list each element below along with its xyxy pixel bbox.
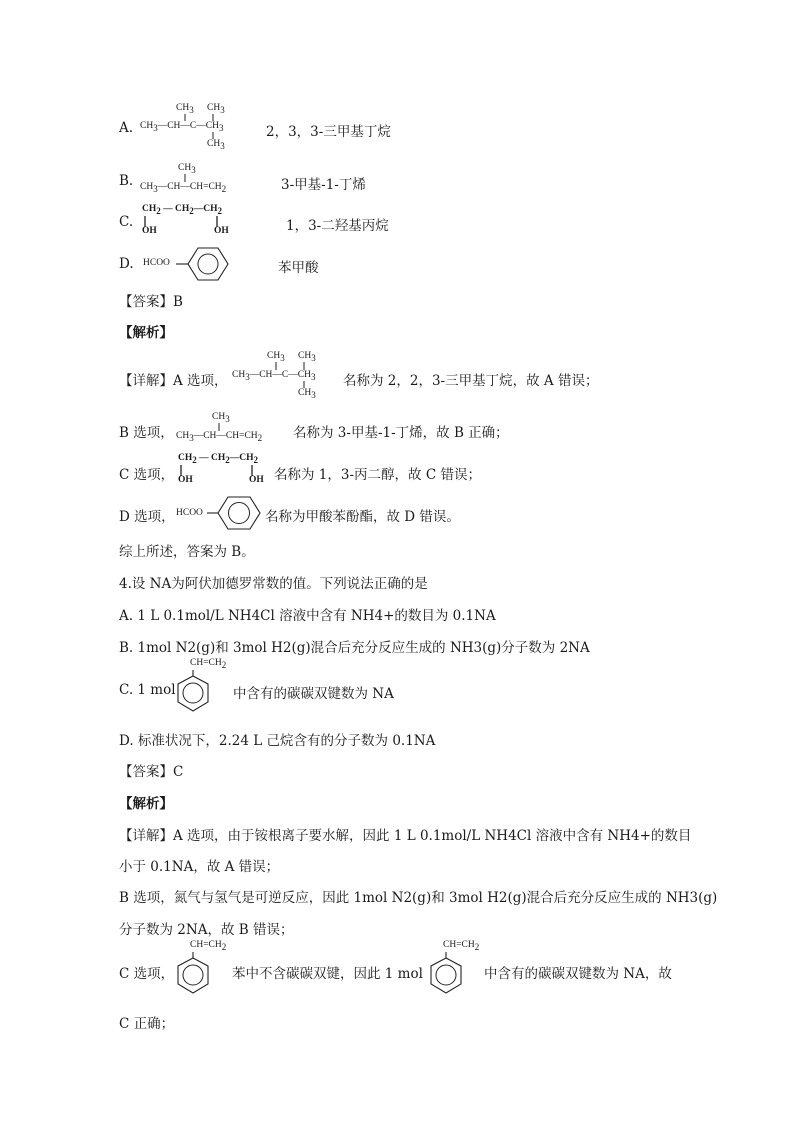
option-c-letter: C.	[119, 214, 134, 230]
detail-c-prefix: C 选项，	[119, 467, 175, 483]
question-4-stem: 4.设 NA为阿伏加德罗常数的值。下列说法正确的是	[119, 576, 428, 592]
oh-label: OH	[178, 475, 193, 485]
q4-detail-c-mid: 苯中不含碳碳双键，因此 1 mol	[232, 966, 423, 982]
structure-text: $CH_2$ — $CH_2—CH_2$	[178, 453, 258, 465]
option-c-name: 1，3-二羟基丙烷	[286, 218, 389, 234]
q4-option-c-suffix: 中含有的碳碳双键数为 NA	[233, 686, 394, 702]
answer-line: 【答案】B	[119, 294, 183, 310]
ch3-label: $CH_3$	[298, 388, 316, 400]
q4-detail-c-line2: C 正确；	[119, 1016, 175, 1032]
q4-detail-b-line2: 分子数为 2NA，故 B 错误；	[119, 922, 294, 938]
q4-option-a: A. 1 L 0.1mol/L NH4Cl 溶液中含有 NH4+的数目为 0.1NA	[119, 608, 496, 624]
summary-line: 综上所述，答案为 B。	[119, 544, 255, 560]
ch3-label: $CH_3$	[298, 351, 316, 363]
q4-detail-c-prefix: C 选项，	[119, 966, 175, 982]
ch3-label: $CH_3$	[207, 103, 225, 115]
option-d-letter: D.	[119, 256, 134, 272]
detail-b-suffix: 名称为 3-甲基-1-丁烯，故 B 正确；	[293, 425, 509, 441]
structure-text: $CH_3—CH—CH=CH_2$	[140, 182, 227, 194]
q4-detail-b-line1: B 选项，氮气与氢气是可逆反应，因此 1mol N2(g)和 3mol H2(g)混合后充分反应生成的 NH3(g)	[119, 890, 718, 906]
oh-label: OH	[142, 226, 157, 236]
structure-text: $CH_3—CH—C—CH_3$	[140, 121, 224, 133]
ch3-label: $CH_3$	[176, 103, 194, 115]
oh-label: OH	[214, 226, 229, 236]
q4-analysis-label: 【解析】	[119, 796, 173, 812]
detail-d-prefix: D 选项，	[119, 509, 175, 525]
analysis-label: 【解析】	[119, 325, 173, 341]
structure-text: $CH_3—CH—C—CH_3$	[232, 370, 316, 382]
hcoo-label: HCOO	[143, 258, 170, 268]
ch3-label: $CH_3$	[267, 351, 285, 363]
q4-detail-a-line2: 小于 0.1NA，故 A 错误；	[119, 859, 280, 875]
detail-a-suffix: 名称为 2，2，3-三甲基丁烷，故 A 错误；	[343, 373, 599, 389]
benzene-ring-icon	[0, 0, 1, 1]
q4-option-b: B. 1mol N2(g)和 3mol H2(g)混合后充分反应生成的 NH3(g)分子数为 2NA	[119, 640, 590, 656]
q4-answer-line: 【答案】C	[119, 764, 184, 780]
detail-c-suffix: 名称为 1，3-丙二醇，故 C 错误；	[274, 467, 481, 483]
q4-detail-a-line1: 【详解】A 选项，由于铵根离子要水解，因此 1 L 0.1mol/L NH4Cl 溶液中含有 NH4+的数目	[119, 828, 692, 844]
q4-option-d: D. 标准状况下，2.24 L 己烷含有的分子数为 0.1NA	[119, 733, 436, 749]
oh-label: OH	[249, 475, 264, 485]
hcoo-label: HCOO	[176, 508, 203, 518]
q4-detail-c-suffix: 中含有的碳碳双键数为 NA，故	[484, 966, 672, 982]
option-b-name: 3-甲基-1-丁烯	[281, 177, 366, 193]
ch3-label: $CH_3$	[207, 139, 225, 151]
detail-a-prefix: 【详解】A 选项，	[119, 373, 228, 389]
detail-b-prefix: B 选项，	[119, 425, 174, 441]
structure-text: $CH_2$ — $CH_2—CH_2$	[142, 204, 222, 216]
option-a-letter: A.	[119, 120, 134, 136]
detail-d-suffix: 名称为甲酸苯酚酯，故 D 错误。	[265, 509, 460, 525]
vinyl-label: $CH=CH_2$	[443, 940, 480, 952]
option-b-letter: B.	[119, 173, 134, 189]
q4-option-c-prefix: C. 1 mol	[119, 682, 176, 698]
ch3-label: $CH_3$	[212, 412, 230, 424]
vinyl-label: $CH=CH_2$	[190, 940, 227, 952]
option-d-name: 苯甲酸	[278, 260, 319, 276]
option-a-name: 2，3，3-三甲基丁烷	[266, 124, 391, 140]
ch3-label: $CH_3$	[178, 163, 196, 175]
structure-text: $CH_3—CH—CH=CH_2$	[176, 431, 263, 443]
vinyl-label: $CH=CH_2$	[190, 658, 227, 670]
